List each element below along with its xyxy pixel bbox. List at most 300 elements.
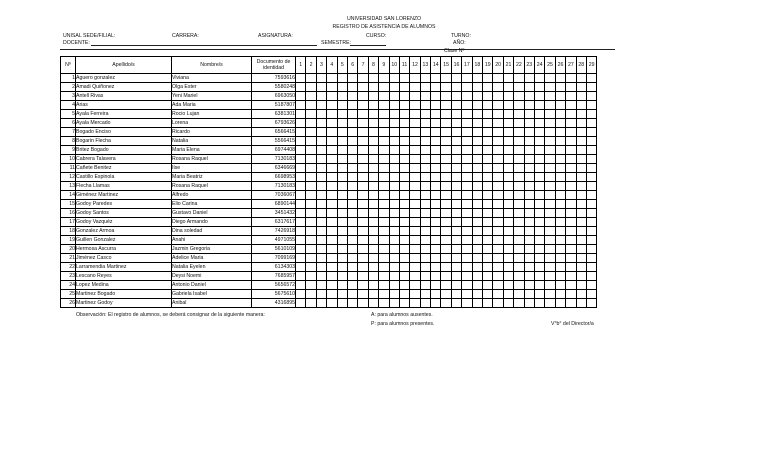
attendance-cell[interactable] [441, 236, 451, 245]
attendance-cell[interactable] [327, 245, 337, 254]
attendance-cell[interactable] [399, 263, 409, 272]
attendance-cell[interactable] [576, 236, 586, 245]
attendance-cell[interactable] [451, 110, 461, 119]
attendance-cell[interactable] [441, 191, 451, 200]
attendance-cell[interactable] [503, 110, 513, 119]
attendance-cell[interactable] [296, 218, 306, 227]
attendance-cell[interactable] [524, 182, 534, 191]
attendance-cell[interactable] [576, 182, 586, 191]
attendance-cell[interactable] [327, 209, 337, 218]
attendance-cell[interactable] [431, 119, 441, 128]
attendance-cell[interactable] [327, 155, 337, 164]
attendance-cell[interactable] [514, 281, 524, 290]
attendance-cell[interactable] [368, 200, 378, 209]
attendance-cell[interactable] [347, 209, 357, 218]
attendance-cell[interactable] [514, 128, 524, 137]
attendance-cell[interactable] [379, 101, 389, 110]
attendance-cell[interactable] [368, 209, 378, 218]
attendance-cell[interactable] [472, 200, 482, 209]
attendance-cell[interactable] [410, 128, 420, 137]
attendance-cell[interactable] [524, 164, 534, 173]
attendance-cell[interactable] [566, 281, 576, 290]
attendance-cell[interactable] [368, 83, 378, 92]
attendance-cell[interactable] [358, 245, 368, 254]
attendance-cell[interactable] [316, 137, 326, 146]
attendance-cell[interactable] [399, 110, 409, 119]
attendance-cell[interactable] [472, 119, 482, 128]
attendance-cell[interactable] [503, 200, 513, 209]
attendance-cell[interactable] [566, 119, 576, 128]
attendance-cell[interactable] [524, 191, 534, 200]
attendance-cell[interactable] [296, 272, 306, 281]
attendance-cell[interactable] [347, 128, 357, 137]
attendance-cell[interactable] [431, 209, 441, 218]
attendance-cell[interactable] [327, 92, 337, 101]
attendance-cell[interactable] [420, 155, 430, 164]
attendance-cell[interactable] [483, 200, 493, 209]
attendance-cell[interactable] [555, 119, 565, 128]
attendance-cell[interactable] [399, 83, 409, 92]
attendance-cell[interactable] [514, 101, 524, 110]
attendance-cell[interactable] [410, 299, 420, 308]
attendance-cell[interactable] [358, 299, 368, 308]
attendance-cell[interactable] [431, 191, 441, 200]
attendance-cell[interactable] [306, 92, 316, 101]
attendance-cell[interactable] [451, 290, 461, 299]
attendance-cell[interactable] [462, 119, 472, 128]
attendance-cell[interactable] [534, 83, 544, 92]
attendance-cell[interactable] [451, 146, 461, 155]
attendance-cell[interactable] [555, 137, 565, 146]
attendance-cell[interactable] [472, 146, 482, 155]
attendance-cell[interactable] [296, 110, 306, 119]
attendance-cell[interactable] [337, 281, 347, 290]
attendance-cell[interactable] [368, 272, 378, 281]
attendance-cell[interactable] [379, 263, 389, 272]
attendance-cell[interactable] [545, 182, 555, 191]
attendance-cell[interactable] [389, 263, 399, 272]
attendance-cell[interactable] [420, 119, 430, 128]
attendance-cell[interactable] [358, 227, 368, 236]
attendance-cell[interactable] [389, 281, 399, 290]
attendance-cell[interactable] [472, 110, 482, 119]
attendance-cell[interactable] [555, 290, 565, 299]
attendance-cell[interactable] [431, 236, 441, 245]
attendance-cell[interactable] [566, 173, 576, 182]
attendance-cell[interactable] [296, 254, 306, 263]
attendance-cell[interactable] [586, 281, 596, 290]
attendance-cell[interactable] [472, 272, 482, 281]
attendance-cell[interactable] [420, 245, 430, 254]
attendance-cell[interactable] [545, 263, 555, 272]
attendance-cell[interactable] [441, 83, 451, 92]
attendance-cell[interactable] [472, 263, 482, 272]
attendance-cell[interactable] [503, 245, 513, 254]
attendance-cell[interactable] [545, 290, 555, 299]
attendance-cell[interactable] [296, 83, 306, 92]
attendance-cell[interactable] [586, 101, 596, 110]
attendance-cell[interactable] [483, 245, 493, 254]
attendance-cell[interactable] [306, 173, 316, 182]
attendance-cell[interactable] [545, 128, 555, 137]
attendance-cell[interactable] [327, 272, 337, 281]
attendance-cell[interactable] [566, 164, 576, 173]
attendance-cell[interactable] [306, 164, 316, 173]
attendance-cell[interactable] [431, 272, 441, 281]
attendance-cell[interactable] [545, 272, 555, 281]
attendance-cell[interactable] [483, 290, 493, 299]
attendance-cell[interactable] [462, 164, 472, 173]
attendance-cell[interactable] [534, 200, 544, 209]
attendance-cell[interactable] [379, 236, 389, 245]
attendance-cell[interactable] [586, 155, 596, 164]
attendance-cell[interactable] [555, 101, 565, 110]
attendance-cell[interactable] [451, 218, 461, 227]
attendance-cell[interactable] [431, 83, 441, 92]
attendance-cell[interactable] [472, 74, 482, 83]
attendance-cell[interactable] [358, 155, 368, 164]
attendance-cell[interactable] [451, 74, 461, 83]
attendance-cell[interactable] [347, 164, 357, 173]
attendance-cell[interactable] [347, 254, 357, 263]
attendance-cell[interactable] [514, 227, 524, 236]
attendance-cell[interactable] [389, 173, 399, 182]
attendance-cell[interactable] [316, 263, 326, 272]
attendance-cell[interactable] [410, 227, 420, 236]
attendance-cell[interactable] [368, 92, 378, 101]
attendance-cell[interactable] [368, 290, 378, 299]
attendance-cell[interactable] [524, 173, 534, 182]
attendance-cell[interactable] [586, 236, 596, 245]
attendance-cell[interactable] [316, 83, 326, 92]
attendance-cell[interactable] [462, 281, 472, 290]
attendance-cell[interactable] [296, 119, 306, 128]
attendance-cell[interactable] [514, 218, 524, 227]
attendance-cell[interactable] [566, 254, 576, 263]
attendance-cell[interactable] [316, 182, 326, 191]
attendance-cell[interactable] [534, 272, 544, 281]
attendance-cell[interactable] [451, 281, 461, 290]
attendance-cell[interactable] [347, 263, 357, 272]
attendance-cell[interactable] [503, 227, 513, 236]
attendance-cell[interactable] [337, 191, 347, 200]
attendance-cell[interactable] [472, 236, 482, 245]
attendance-cell[interactable] [347, 110, 357, 119]
attendance-cell[interactable] [379, 254, 389, 263]
attendance-cell[interactable] [316, 245, 326, 254]
attendance-cell[interactable] [472, 128, 482, 137]
attendance-cell[interactable] [524, 155, 534, 164]
attendance-cell[interactable] [306, 299, 316, 308]
attendance-cell[interactable] [410, 164, 420, 173]
attendance-cell[interactable] [347, 182, 357, 191]
attendance-cell[interactable] [420, 272, 430, 281]
attendance-cell[interactable] [503, 119, 513, 128]
attendance-cell[interactable] [514, 137, 524, 146]
attendance-cell[interactable] [358, 182, 368, 191]
attendance-cell[interactable] [327, 290, 337, 299]
attendance-cell[interactable] [441, 137, 451, 146]
attendance-cell[interactable] [316, 74, 326, 83]
attendance-cell[interactable] [368, 146, 378, 155]
attendance-cell[interactable] [316, 218, 326, 227]
attendance-cell[interactable] [483, 146, 493, 155]
attendance-cell[interactable] [483, 110, 493, 119]
attendance-cell[interactable] [503, 281, 513, 290]
attendance-cell[interactable] [441, 164, 451, 173]
attendance-cell[interactable] [327, 128, 337, 137]
attendance-cell[interactable] [451, 137, 461, 146]
attendance-cell[interactable] [462, 137, 472, 146]
attendance-cell[interactable] [306, 155, 316, 164]
attendance-cell[interactable] [545, 83, 555, 92]
attendance-cell[interactable] [358, 173, 368, 182]
attendance-cell[interactable] [368, 263, 378, 272]
attendance-cell[interactable] [566, 191, 576, 200]
attendance-cell[interactable] [420, 218, 430, 227]
attendance-cell[interactable] [534, 92, 544, 101]
attendance-cell[interactable] [296, 245, 306, 254]
attendance-cell[interactable] [347, 236, 357, 245]
attendance-cell[interactable] [524, 74, 534, 83]
attendance-cell[interactable] [555, 245, 565, 254]
attendance-cell[interactable] [347, 92, 357, 101]
attendance-cell[interactable] [462, 209, 472, 218]
attendance-cell[interactable] [451, 83, 461, 92]
attendance-cell[interactable] [306, 119, 316, 128]
attendance-cell[interactable] [399, 146, 409, 155]
attendance-cell[interactable] [472, 281, 482, 290]
attendance-cell[interactable] [524, 128, 534, 137]
attendance-cell[interactable] [347, 218, 357, 227]
attendance-cell[interactable] [586, 209, 596, 218]
attendance-cell[interactable] [296, 227, 306, 236]
attendance-cell[interactable] [566, 218, 576, 227]
attendance-cell[interactable] [441, 218, 451, 227]
attendance-cell[interactable] [576, 254, 586, 263]
attendance-cell[interactable] [316, 272, 326, 281]
attendance-cell[interactable] [358, 119, 368, 128]
attendance-cell[interactable] [337, 146, 347, 155]
attendance-cell[interactable] [566, 227, 576, 236]
attendance-cell[interactable] [524, 119, 534, 128]
attendance-cell[interactable] [379, 155, 389, 164]
attendance-cell[interactable] [514, 173, 524, 182]
attendance-cell[interactable] [524, 236, 534, 245]
attendance-cell[interactable] [472, 227, 482, 236]
attendance-cell[interactable] [347, 146, 357, 155]
attendance-cell[interactable] [441, 74, 451, 83]
attendance-cell[interactable] [306, 137, 316, 146]
attendance-cell[interactable] [514, 83, 524, 92]
attendance-cell[interactable] [358, 191, 368, 200]
attendance-cell[interactable] [503, 164, 513, 173]
attendance-cell[interactable] [306, 263, 316, 272]
attendance-cell[interactable] [462, 182, 472, 191]
attendance-cell[interactable] [483, 83, 493, 92]
attendance-cell[interactable] [337, 245, 347, 254]
attendance-cell[interactable] [503, 92, 513, 101]
attendance-cell[interactable] [316, 101, 326, 110]
attendance-cell[interactable] [493, 110, 503, 119]
attendance-cell[interactable] [389, 110, 399, 119]
attendance-cell[interactable] [586, 164, 596, 173]
attendance-cell[interactable] [306, 254, 316, 263]
attendance-cell[interactable] [493, 236, 503, 245]
attendance-cell[interactable] [586, 299, 596, 308]
attendance-cell[interactable] [431, 290, 441, 299]
attendance-cell[interactable] [503, 290, 513, 299]
attendance-cell[interactable] [576, 209, 586, 218]
attendance-cell[interactable] [327, 110, 337, 119]
attendance-cell[interactable] [347, 155, 357, 164]
attendance-cell[interactable] [399, 119, 409, 128]
attendance-cell[interactable] [441, 182, 451, 191]
attendance-cell[interactable] [514, 155, 524, 164]
attendance-cell[interactable] [389, 236, 399, 245]
attendance-cell[interactable] [431, 164, 441, 173]
attendance-cell[interactable] [503, 137, 513, 146]
attendance-cell[interactable] [337, 227, 347, 236]
attendance-cell[interactable] [420, 299, 430, 308]
attendance-cell[interactable] [566, 137, 576, 146]
attendance-cell[interactable] [441, 200, 451, 209]
attendance-cell[interactable] [483, 155, 493, 164]
attendance-cell[interactable] [493, 191, 503, 200]
attendance-cell[interactable] [566, 182, 576, 191]
attendance-cell[interactable] [503, 254, 513, 263]
attendance-cell[interactable] [337, 92, 347, 101]
attendance-cell[interactable] [586, 200, 596, 209]
attendance-cell[interactable] [327, 83, 337, 92]
attendance-cell[interactable] [368, 191, 378, 200]
attendance-cell[interactable] [534, 119, 544, 128]
attendance-cell[interactable] [368, 227, 378, 236]
attendance-cell[interactable] [431, 92, 441, 101]
attendance-cell[interactable] [420, 227, 430, 236]
attendance-cell[interactable] [431, 281, 441, 290]
attendance-cell[interactable] [555, 263, 565, 272]
attendance-cell[interactable] [337, 263, 347, 272]
attendance-cell[interactable] [514, 290, 524, 299]
attendance-cell[interactable] [534, 128, 544, 137]
attendance-cell[interactable] [441, 128, 451, 137]
attendance-cell[interactable] [347, 101, 357, 110]
attendance-cell[interactable] [368, 74, 378, 83]
attendance-cell[interactable] [431, 182, 441, 191]
attendance-cell[interactable] [555, 164, 565, 173]
attendance-cell[interactable] [534, 191, 544, 200]
attendance-cell[interactable] [399, 272, 409, 281]
attendance-cell[interactable] [493, 281, 503, 290]
attendance-cell[interactable] [358, 137, 368, 146]
attendance-cell[interactable] [576, 74, 586, 83]
attendance-cell[interactable] [316, 236, 326, 245]
attendance-cell[interactable] [555, 281, 565, 290]
attendance-cell[interactable] [431, 218, 441, 227]
attendance-cell[interactable] [534, 254, 544, 263]
attendance-cell[interactable] [566, 272, 576, 281]
attendance-cell[interactable] [399, 200, 409, 209]
attendance-cell[interactable] [316, 119, 326, 128]
attendance-cell[interactable] [347, 74, 357, 83]
attendance-cell[interactable] [586, 218, 596, 227]
attendance-cell[interactable] [347, 119, 357, 128]
attendance-cell[interactable] [493, 119, 503, 128]
attendance-cell[interactable] [472, 218, 482, 227]
attendance-cell[interactable] [524, 83, 534, 92]
attendance-cell[interactable] [555, 74, 565, 83]
attendance-cell[interactable] [555, 155, 565, 164]
attendance-cell[interactable] [441, 101, 451, 110]
attendance-cell[interactable] [337, 209, 347, 218]
attendance-cell[interactable] [462, 128, 472, 137]
attendance-cell[interactable] [472, 137, 482, 146]
attendance-cell[interactable] [337, 272, 347, 281]
attendance-cell[interactable] [368, 299, 378, 308]
attendance-cell[interactable] [514, 92, 524, 101]
attendance-cell[interactable] [389, 254, 399, 263]
attendance-cell[interactable] [420, 281, 430, 290]
attendance-cell[interactable] [420, 263, 430, 272]
attendance-cell[interactable] [296, 290, 306, 299]
attendance-cell[interactable] [472, 164, 482, 173]
attendance-cell[interactable] [379, 83, 389, 92]
attendance-cell[interactable] [586, 83, 596, 92]
attendance-cell[interactable] [493, 101, 503, 110]
attendance-cell[interactable] [524, 263, 534, 272]
attendance-cell[interactable] [431, 110, 441, 119]
attendance-cell[interactable] [410, 146, 420, 155]
attendance-cell[interactable] [327, 137, 337, 146]
attendance-cell[interactable] [566, 83, 576, 92]
attendance-cell[interactable] [316, 155, 326, 164]
attendance-cell[interactable] [462, 83, 472, 92]
attendance-cell[interactable] [586, 173, 596, 182]
attendance-cell[interactable] [545, 281, 555, 290]
attendance-cell[interactable] [441, 245, 451, 254]
attendance-cell[interactable] [545, 137, 555, 146]
attendance-cell[interactable] [337, 110, 347, 119]
attendance-cell[interactable] [472, 290, 482, 299]
attendance-cell[interactable] [337, 299, 347, 308]
attendance-cell[interactable] [483, 281, 493, 290]
attendance-cell[interactable] [368, 236, 378, 245]
attendance-cell[interactable] [483, 182, 493, 191]
attendance-cell[interactable] [472, 191, 482, 200]
attendance-cell[interactable] [368, 119, 378, 128]
attendance-cell[interactable] [566, 155, 576, 164]
attendance-cell[interactable] [379, 110, 389, 119]
attendance-cell[interactable] [483, 218, 493, 227]
attendance-cell[interactable] [586, 290, 596, 299]
attendance-cell[interactable] [389, 155, 399, 164]
attendance-cell[interactable] [347, 272, 357, 281]
attendance-cell[interactable] [379, 218, 389, 227]
attendance-cell[interactable] [379, 191, 389, 200]
attendance-cell[interactable] [327, 101, 337, 110]
attendance-cell[interactable] [462, 74, 472, 83]
attendance-cell[interactable] [316, 110, 326, 119]
attendance-cell[interactable] [399, 101, 409, 110]
attendance-cell[interactable] [534, 110, 544, 119]
attendance-cell[interactable] [576, 101, 586, 110]
attendance-cell[interactable] [358, 146, 368, 155]
attendance-cell[interactable] [566, 146, 576, 155]
attendance-cell[interactable] [347, 173, 357, 182]
attendance-cell[interactable] [327, 191, 337, 200]
attendance-cell[interactable] [441, 263, 451, 272]
